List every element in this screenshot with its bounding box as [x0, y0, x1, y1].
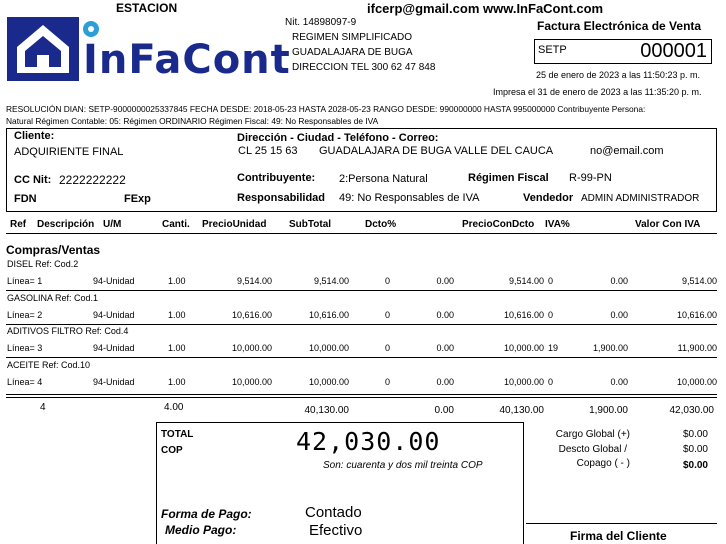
item-ivaval: 0.00: [610, 310, 628, 320]
descto-label: Descto Global /: [558, 444, 627, 455]
cop-label: COP: [161, 445, 183, 456]
fexp-label: FExp: [124, 193, 151, 205]
pago-value: Contado: [305, 504, 362, 521]
invoice-number-box: [534, 39, 712, 64]
total-count: 4: [40, 402, 46, 413]
resp-label: Responsabilidad: [237, 192, 326, 204]
col-cant: Canti.: [162, 219, 190, 230]
regfiscal-label: Régimen Fiscal: [468, 172, 549, 184]
item-dcto: 0: [384, 276, 390, 286]
fdn-label: FDN: [14, 193, 37, 205]
client-address: CL 25 15 63: [238, 145, 298, 157]
total-subtotal: 40,130.00: [304, 405, 349, 416]
total-words: Son: cuarenta y dos mil treinta COP: [323, 460, 483, 471]
copago-value: $0.00: [682, 460, 708, 471]
contrib-label: Contribuyente:: [237, 172, 316, 184]
medio-value: Efectivo: [309, 522, 363, 539]
item-cant: 1.00: [168, 377, 186, 387]
invoice-number: 000001: [640, 40, 707, 62]
item-cant: 1.00: [168, 310, 186, 320]
item-name: GASOLINA Ref: Cod.1: [7, 293, 99, 303]
col-ref: Ref: [10, 219, 27, 230]
item-line: Línea= 1: [7, 276, 43, 286]
grand-total: 42,030.00: [296, 427, 441, 456]
totals-divider-bottom: [6, 397, 717, 398]
invoice-prefix: SETP: [538, 44, 567, 56]
col-subtotal: SubTotal: [289, 219, 332, 230]
item-subtotal: 10,000.00: [308, 377, 349, 387]
address-label: Dirección - Ciudad - Teléfono - Correo:: [237, 132, 439, 144]
item-precio: 9,514.00: [236, 276, 272, 286]
resp-value: 49: No Responsables de IVA: [339, 192, 480, 204]
item-um: 94-Unidad: [93, 276, 135, 286]
vendedor-label: Vendedor: [523, 192, 574, 204]
client-email: no@email.com: [590, 145, 664, 157]
col-valor: Valor Con IVA: [635, 219, 701, 230]
row-divider: [6, 357, 717, 358]
item-precio: 10,000.00: [231, 377, 272, 387]
col-desc: Descripción: [37, 219, 95, 230]
item-dctoval: 0.00: [436, 276, 454, 286]
regfiscal-value: R-99-PN: [569, 172, 612, 184]
col-um: U/M: [103, 219, 122, 230]
item-valor: 9,514.00: [681, 276, 717, 286]
item-valor: 11,900.00: [677, 343, 717, 353]
medio-label: Medio Pago:: [165, 523, 237, 537]
station-label: ESTACION: [116, 1, 178, 15]
contrib-value: 2:Persona Natural: [339, 173, 428, 185]
item-line: Línea= 3: [7, 343, 43, 353]
item-dcto: 0: [384, 377, 390, 387]
item-valor: 10,000.00: [676, 377, 717, 387]
pago-label: Forma de Pago:: [161, 507, 252, 521]
signature-label: Firma del Cliente: [570, 529, 667, 543]
total-cant: 4.00: [164, 402, 184, 413]
item-cant: 1.00: [168, 276, 186, 286]
col-preciocon: PrecioConDcto: [462, 219, 535, 230]
company-logo: [7, 17, 291, 83]
descto-value: $0.00: [682, 444, 708, 455]
item-ivaval: 1,900.00: [592, 343, 628, 353]
item-um: 94-Unidad: [93, 343, 135, 353]
company-city: GUADALAJARA DE BUGA: [292, 47, 413, 58]
item-ivaval: 0.00: [610, 276, 628, 286]
resolution-line1: RESOLUCIÓN DIAN: SETP-9000000025337845 FECHA DESDE: 2018-05-23 HASTA 2028-05-23 RANGO DESDE: 990000000 HASTA 995000000 Contribuyente Persona:: [6, 104, 646, 114]
contact-emails: ifcerp@gmail.com www.InFaCont.com: [367, 1, 604, 16]
vendedor-value: ADMIN ADMINISTRADOR: [581, 193, 700, 204]
invoice-title: Factura Electrónica de Venta: [537, 19, 702, 33]
item-iva: 19: [548, 343, 559, 353]
item-um: 94-Unidad: [93, 377, 135, 387]
client-name: ADQUIRIENTE FINAL: [14, 146, 124, 158]
item-subtotal: 9,514.00: [313, 276, 349, 286]
item-dcto: 0: [384, 343, 390, 353]
company-nit: Nit. 14898097-9: [285, 17, 357, 28]
total-label: TOTAL: [161, 429, 194, 440]
total-preciocon: 40,130.00: [499, 405, 544, 416]
item-line: Línea= 2: [7, 310, 43, 320]
item-subtotal: 10,616.00: [308, 310, 349, 320]
item-iva: 0: [548, 377, 554, 387]
item-name: DISEL Ref: Cod.2: [7, 259, 79, 269]
invoice-date: 25 de enero de 2023 a las 11:50:23 p. m.: [536, 70, 700, 80]
item-dctoval: 0.00: [436, 310, 454, 320]
total-dctoval: 0.00: [434, 405, 454, 416]
item-dctoval: 0.00: [436, 377, 454, 387]
logo-text: InFaCont: [83, 37, 291, 83]
ccnit-label: CC Nit:: [14, 174, 52, 186]
item-dcto: 0: [384, 310, 390, 320]
item-subtotal: 10,000.00: [308, 343, 349, 353]
company-regimen: REGIMEN SIMPLIFICADO: [292, 32, 413, 43]
printed-date: Impresa el 31 de enero de 2023 a las 11:35:20 p. m.: [493, 87, 702, 97]
item-precio: 10,616.00: [231, 310, 272, 320]
col-dcto: Dcto%: [365, 219, 397, 230]
item-iva: 0: [548, 276, 554, 286]
item-dctoval: 0.00: [436, 343, 454, 353]
client-city: GUADALAJARA DE BUGA VALLE DEL CAUCA: [319, 145, 554, 157]
section-title: Compras/Ventas: [6, 243, 101, 257]
col-iva: IVA%: [545, 219, 570, 230]
totals-divider-top: [6, 394, 717, 395]
item-ivaval: 0.00: [610, 377, 628, 387]
item-preciocon: 10,000.00: [503, 377, 544, 387]
item-name: ADITIVOS FILTRO Ref: Cod.4: [7, 326, 129, 336]
signature-line: [526, 523, 717, 524]
item-preciocon: 10,000.00: [503, 343, 544, 353]
row-divider: [6, 324, 717, 325]
company-address: DIRECCION TEL 300 62 47 848: [292, 62, 436, 73]
row-divider: [6, 290, 717, 291]
item-line: Línea= 4: [7, 377, 43, 387]
item-um: 94-Unidad: [93, 310, 135, 320]
item-preciocon: 10,616.00: [503, 310, 544, 320]
copago-label: Copago ( - ): [576, 458, 630, 469]
item-valor: 10,616.00: [676, 310, 717, 320]
cargo-value: $0.00: [682, 429, 708, 440]
total-valor: 42,030.00: [669, 405, 714, 416]
item-cant: 1.00: [168, 343, 186, 353]
item-precio: 10,000.00: [231, 343, 272, 353]
resolution-line2: Natural Régimen Contable: 05: Régimen ORDINARIO Régimen Fiscal: 49: No Responsables de IVA: [6, 116, 379, 126]
col-precio: PrecioUnidad: [202, 219, 267, 230]
total-ivaval: 1,900.00: [589, 405, 628, 416]
item-preciocon: 9,514.00: [508, 276, 544, 286]
item-name: ACEITE Ref: Cod.10: [7, 360, 91, 370]
ccnit-value: 2222222222: [59, 173, 126, 187]
header-divider: [6, 233, 717, 234]
cargo-label: Cargo Global (+): [555, 429, 630, 440]
client-label: Cliente:: [14, 130, 55, 142]
item-iva: 0: [548, 310, 554, 320]
